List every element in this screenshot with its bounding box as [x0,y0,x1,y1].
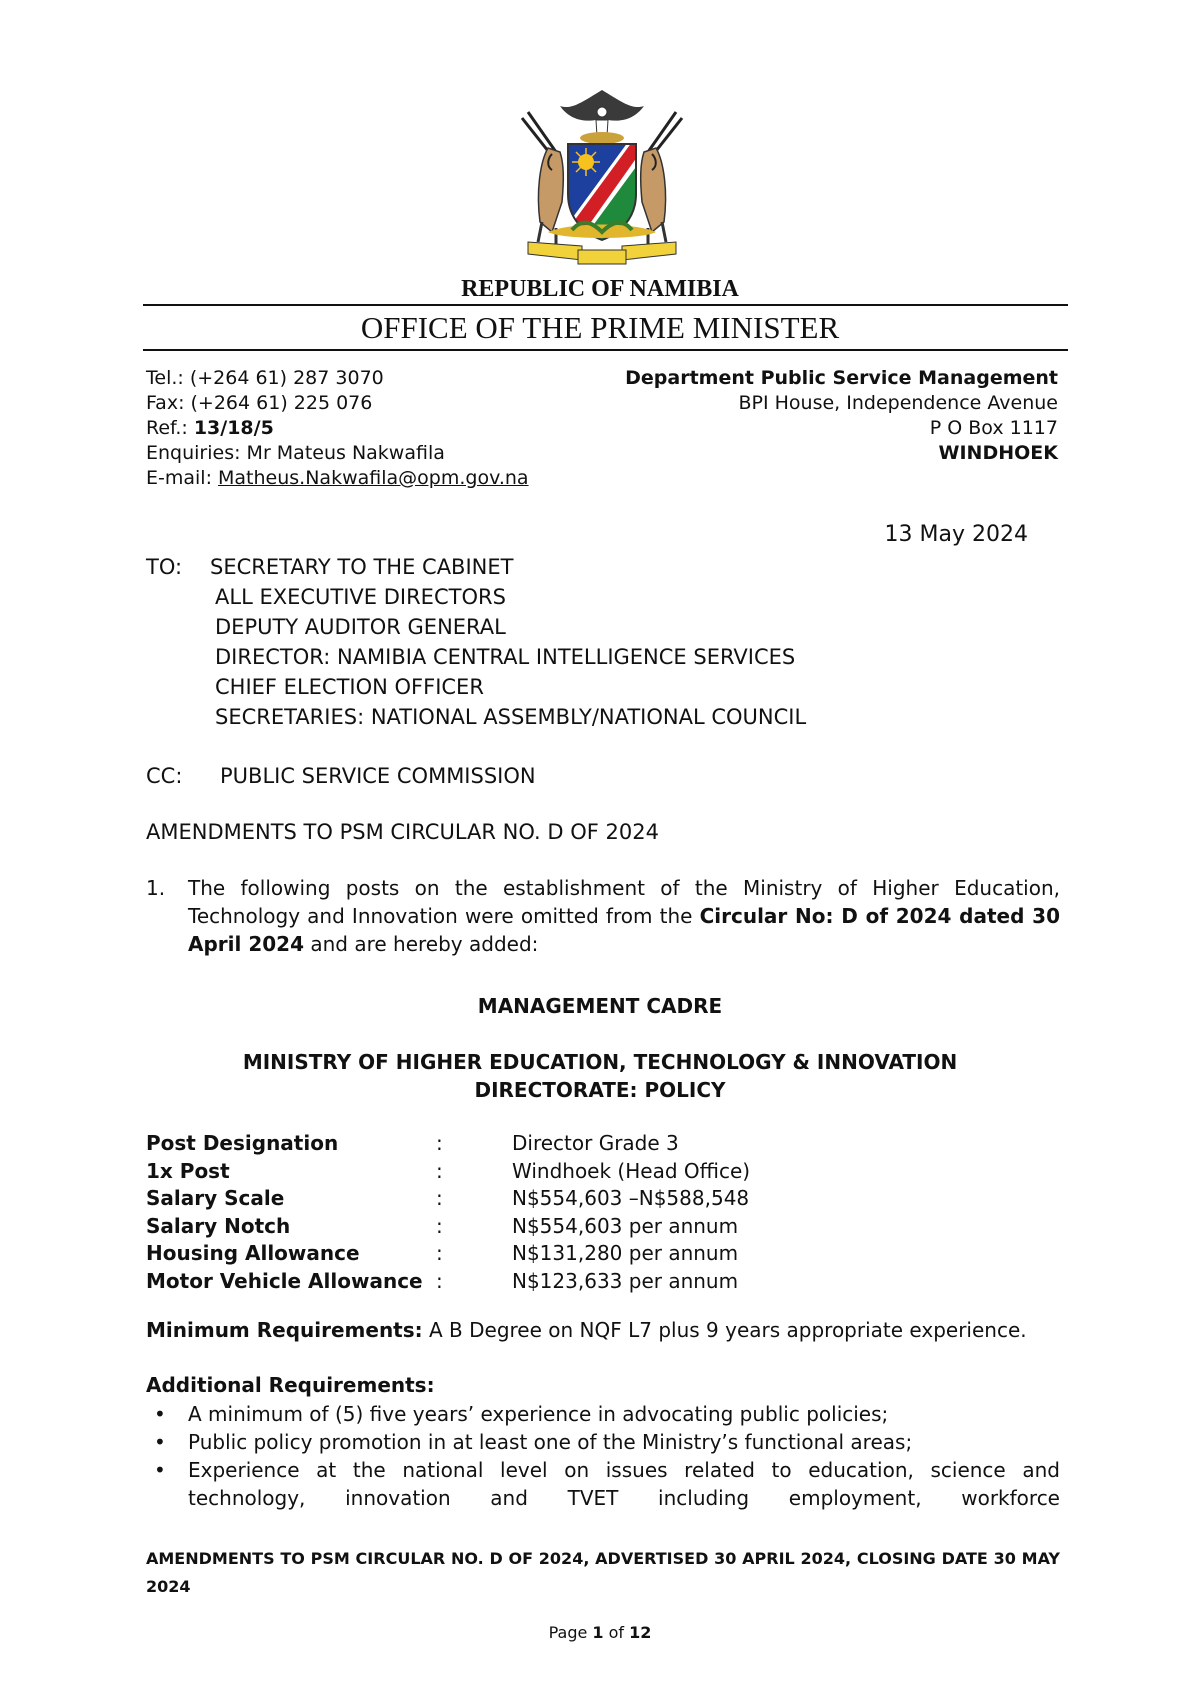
paragraph-1 [146,874,1060,958]
table-row: Motor Vehicle Allowance : N$123,633 per annum [146,1268,739,1293]
oryx-right-icon [641,112,682,244]
table-row: Salary Scale : N$554,603 –N$588,548 [146,1186,750,1210]
motto-ribbon [528,242,676,264]
recipient: ALL EXECUTIVE DIRECTORS [215,585,506,609]
welwitschia-base-icon [548,223,656,238]
recipient: CHIEF ELECTION OFFICER [215,675,484,699]
enquiries-line: Enquiries: Mr Mateus Nakwafila [146,442,445,464]
subject-heading: AMENDMENTS TO PSM CIRCULAR NO. D OF 2024 [146,820,659,844]
minimum-requirements: Minimum Requirements: A B Degree on NQF L7 plus 9 years appropriate experience. [146,1318,1027,1342]
header-divider-bottom [143,349,1068,351]
bullet-icon: • [154,1402,166,1426]
tel-line: Tel.: (+264 61) 287 3070 [146,367,384,389]
list-item: • A minimum of (5) five years’ experience in advocating public policies; [154,1402,889,1426]
cadre-heading: MANAGEMENT CADRE [477,994,723,1018]
city-line: WINDHOEK [938,442,1058,464]
page-number: Page 1 of 12 [548,1623,652,1642]
email-link[interactable]: Matheus.Nakwafila@opm.gov.na [218,467,529,489]
footer-note: AMENDMENTS TO PSM CIRCULAR NO. D OF 2024, ADVERTISED 30 APRIL 2024, CLOSING DATE 30 MAY 2024 [146,1549,1060,1596]
recipient-list [210,552,807,732]
recipient: SECRETARY TO THE CABINET [210,555,514,579]
table-row: 1x Post : Windhoek (Head Office) [146,1158,751,1183]
country-title: REPUBLIC OF NAMIBIA [461,276,739,302]
table-row: Housing Allowance : N$131,280 per annum [146,1241,739,1265]
list-item: • Experience at the national level on issues related to education, science and technology, innovation and TVET including employment, workforce [154,1458,1060,1510]
ref-value: 13/18/5 [193,417,274,439]
ministry-heading [0,1048,1200,1104]
contact-block-right [625,366,1058,466]
additional-requirements-title: Additional Requirements: [146,1373,435,1397]
recipient: SECRETARIES: NATIONAL ASSEMBLY/NATIONAL COUNCIL [215,705,807,729]
recipient: DEPUTY AUDITOR GENERAL [215,615,506,639]
list-item: • Public policy promotion in at least one of the Ministry’s functional areas; [154,1430,913,1454]
post-details-table [146,1130,750,1295]
to-label: TO: [146,555,183,579]
header-divider-top [143,304,1068,306]
ministry-name: MINISTRY OF HIGHER EDUCATION, TECHNOLOGY & INNOVATION [242,1050,958,1074]
directorate-name: DIRECTORATE: POLICY [474,1078,726,1102]
table-row: Salary Notch : N$554,603 per annum [146,1213,739,1238]
ref-line: Ref.: 13/18/5 [146,417,274,439]
coat-of-arms-emblem [512,82,692,272]
email-line: E-mail: Matheus.Nakwafila@opm.gov.na [146,467,529,489]
table-row: Post Designation : Director Grade 3 [146,1131,679,1155]
contact-block-left [146,366,529,491]
additional-requirements-list [146,1400,1060,1512]
paragraph-number: 1. [146,876,166,900]
oryx-left-icon [522,112,563,244]
bullet-icon: • [154,1430,166,1454]
letter-date: 13 May 2024 [884,522,1028,547]
recipient: DIRECTOR: NAMIBIA CENTRAL INTELLIGENCE SERVICES [215,645,796,669]
building-line: BPI House, Independence Avenue [738,392,1058,414]
paragraph-text: The following posts on the establishment of the Ministry of Higher Education, Technology and Innovation were omitted from the Circular No: D of 2024 dated 30 April 2024 and are hereby added: [188,876,1060,956]
cc-label: CC: [146,764,183,788]
eagle-icon [560,90,644,144]
po-box-line: P O Box 1117 [929,417,1058,439]
fax-line: Fax: (+264 61) 225 076 [146,392,373,414]
bullet-icon: • [154,1458,166,1482]
cc-value: PUBLIC SERVICE COMMISSION [220,764,536,788]
department-line: Department Public Service Management [625,367,1058,389]
office-title: OFFICE OF THE PRIME MINISTER [360,310,840,345]
